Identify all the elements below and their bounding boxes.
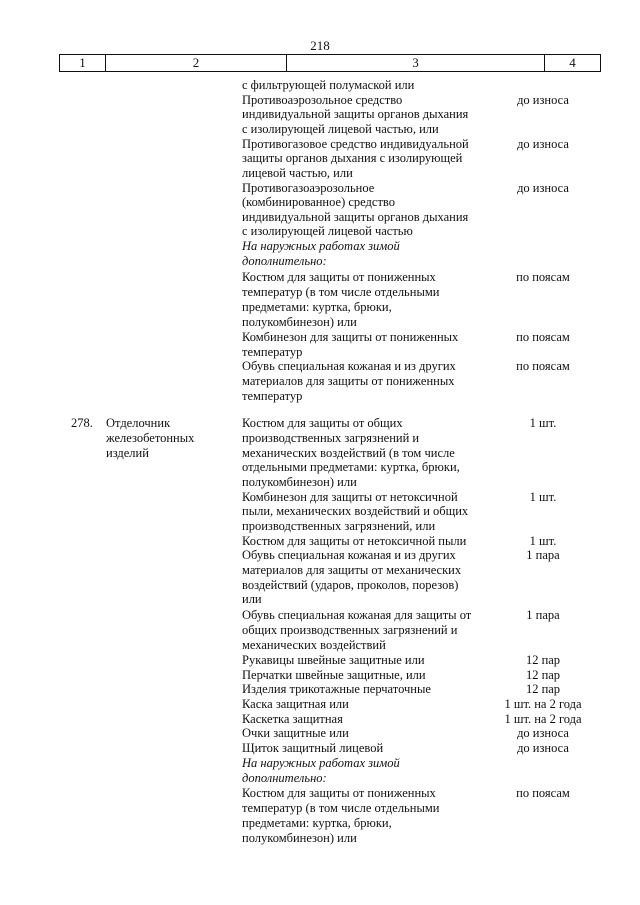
- issue-norm: 12 пар: [525, 682, 561, 696]
- issue-norm: 12 пар: [525, 668, 561, 682]
- col3-line: Перчатки швейные защитные, или: [242, 668, 426, 682]
- col3-line: предметами: куртка, брюки,: [242, 300, 392, 314]
- col3-line: Обувь специальная кожаная и из других: [242, 548, 456, 562]
- issue-norm: по поясам: [516, 786, 570, 800]
- col3-line: полукомбинезон) или: [242, 315, 357, 329]
- col3-line: материалов для защиты от пониженных: [242, 374, 455, 388]
- col3-line: предметами: куртка, брюки,: [242, 816, 392, 830]
- header-col-4: 4: [569, 55, 576, 70]
- col3-line: полукомбинезон) или: [242, 475, 357, 489]
- col3-line: защиты органов дыхания с изолирующей: [242, 151, 463, 165]
- profession-line: изделий: [106, 446, 149, 460]
- issue-norm: до износа: [517, 137, 569, 151]
- header-col-1: 1: [79, 55, 86, 70]
- header-col-2: 2: [192, 55, 200, 70]
- col3-line: воздействий (ударов, проколов, порезов): [242, 578, 459, 592]
- issue-norm: 1 шт.: [529, 534, 557, 548]
- col3-line: Каскетка защитная: [242, 712, 343, 726]
- col3-line: температур: [242, 345, 303, 359]
- col3-line: или: [242, 592, 262, 606]
- col3-line: с изолирующей лицевой частью: [242, 224, 413, 238]
- profession-line: Отделочник: [106, 416, 171, 430]
- col3-line: пыли, механических воздействий и общих: [242, 504, 469, 518]
- issue-norm: по поясам: [516, 330, 570, 344]
- col3-line: производственных загрязнений, или: [242, 519, 436, 533]
- col3-line: Противогазовое средство индивидуальной: [242, 137, 469, 151]
- col3-line: общих производственных загрязнений и: [242, 623, 458, 637]
- issue-norm: до износа: [517, 741, 569, 755]
- col3-line: Комбинезон для защиты от пониженных: [242, 330, 459, 344]
- col3-line: Изделия трикотажные перчаточные: [242, 682, 431, 696]
- col3-line: Каска защитная или: [242, 697, 349, 711]
- issue-norm: 1 шт. на 2 года: [504, 712, 582, 726]
- col3-line: Противогазоаэрозольное: [242, 181, 375, 195]
- col3-line: индивидуальной защиты органов дыхания: [242, 107, 469, 121]
- col3-line: Рукавицы швейные защитные или: [242, 653, 425, 667]
- col3-italic-line: На наружных работах зимой: [242, 239, 400, 253]
- col3-line: Костюм для защиты от пониженных: [242, 270, 436, 284]
- col3-line: Обувь специальная кожаная и из других: [242, 359, 456, 373]
- issue-norm: 1 шт. на 2 года: [504, 697, 582, 711]
- col3-line: с изолирующей лицевой частью, или: [242, 122, 439, 136]
- col3-line: температур (в том числе отдельными: [242, 285, 440, 299]
- entry-number: 278.: [71, 416, 93, 430]
- col3-line: Костюм для защиты от пониженных: [242, 786, 436, 800]
- col3-italic-line: дополнительно:: [242, 771, 327, 785]
- profession-line: железобетонных: [106, 431, 195, 445]
- table-header-row: [59, 54, 601, 72]
- col3-line: Обувь специальная кожаная для защиты от: [242, 608, 472, 622]
- col3-line: с фильтрующей полумаской или: [242, 78, 415, 92]
- col3-line: Противоаэрозольное средство: [242, 93, 403, 107]
- issue-norm: 12 пар: [525, 653, 561, 667]
- col3-line: механических воздействий: [242, 638, 386, 652]
- col3-line: Очки защитные или: [242, 726, 349, 740]
- col3-line: материалов для защиты от механических: [242, 563, 462, 577]
- col3-line: полукомбинезон) или: [242, 831, 357, 845]
- col3-line: Щиток защитный лицевой: [242, 741, 384, 755]
- col3-line: Костюм для защиты от общих: [242, 416, 403, 430]
- issue-norm: 1 шт.: [529, 416, 557, 430]
- issue-norm: по поясам: [516, 270, 570, 284]
- col3-italic-line: дополнительно:: [242, 254, 327, 268]
- col3-line: лицевой частью, или: [242, 166, 353, 180]
- issue-norm: до износа: [517, 93, 569, 107]
- issue-norm: 1 пара: [526, 608, 560, 622]
- page-number: 218: [310, 38, 330, 53]
- issue-norm: до износа: [517, 726, 569, 740]
- col3-line: (комбинированное) средство: [242, 195, 395, 209]
- header-col-3: 3: [412, 55, 419, 70]
- col3-line: температур (в том числе отдельными: [242, 801, 440, 815]
- col3-italic-line: На наружных работах зимой: [242, 756, 400, 770]
- col3-line: отдельными предметами: куртка, брюки,: [242, 460, 460, 474]
- col3-line: механических воздействий (в том числе: [242, 446, 455, 460]
- col3-line: Комбинезон для защиты от нетоксичной: [242, 490, 458, 504]
- col3-line: Костюм для защиты от нетоксичной пыли: [242, 534, 467, 548]
- issue-norm: 1 пара: [526, 548, 560, 562]
- col3-line: температур: [242, 389, 303, 403]
- issue-norm: 1 шт.: [529, 490, 557, 504]
- col3-line: производственных загрязнений и: [242, 431, 420, 445]
- issue-norm: до износа: [517, 181, 569, 195]
- issue-norm: по поясам: [516, 359, 570, 373]
- col3-line: индивидуальной защиты органов дыхания: [242, 210, 469, 224]
